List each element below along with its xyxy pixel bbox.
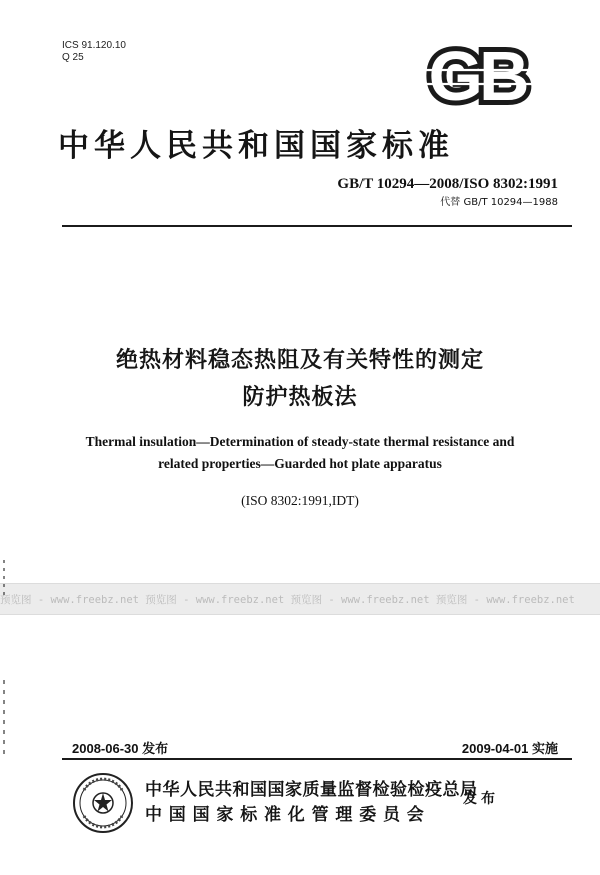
watermark-text: 预览图 - www.freebz.net 预览图 - www.freebz.net 预览图 - www.freebz.net 预览图 - www.freebz.net <box>0 594 575 606</box>
replaces-standard: 代替 GB/T 10294—1988 <box>440 197 558 208</box>
issue-date: 2008-06-30 发布 <box>72 741 169 756</box>
title-en-line2: related properties—Guarded hot plate apparatus <box>158 456 442 471</box>
org-title: 中华人民共和国国家标准 <box>58 128 454 164</box>
publish-label: 发布 <box>463 791 499 807</box>
ccs-code: Q 25 <box>62 52 84 63</box>
issuer-sac: 中国国家标准化管理委员会 <box>145 805 431 825</box>
footer-divider <box>62 758 572 760</box>
official-seal-icon <box>72 772 134 834</box>
title-cn-line2: 防护热板法 <box>242 385 358 410</box>
implementation-date: 2009-04-01 实施 <box>461 741 558 756</box>
title-en-line1: Thermal insulation—Determination of steady-state thermal resistance and <box>85 434 515 449</box>
svg-text:GB: GB <box>428 44 526 108</box>
title-cn-line1: 绝热材料稳态热阻及有关特性的测定 <box>115 348 484 373</box>
header-divider <box>62 225 572 227</box>
gb-logo <box>414 44 540 108</box>
issuer-aqsiq: 中华人民共和国国家质量监督检验检疫总局 <box>145 780 478 800</box>
standard-number: GB/T 10294—2008/ISO 8302:1991 <box>337 176 558 192</box>
scan-edge-mark <box>3 560 5 820</box>
ics-code: ICS 91.120.10 <box>62 40 126 51</box>
iso-reference: (ISO 8302:1991,IDT) <box>241 493 359 508</box>
